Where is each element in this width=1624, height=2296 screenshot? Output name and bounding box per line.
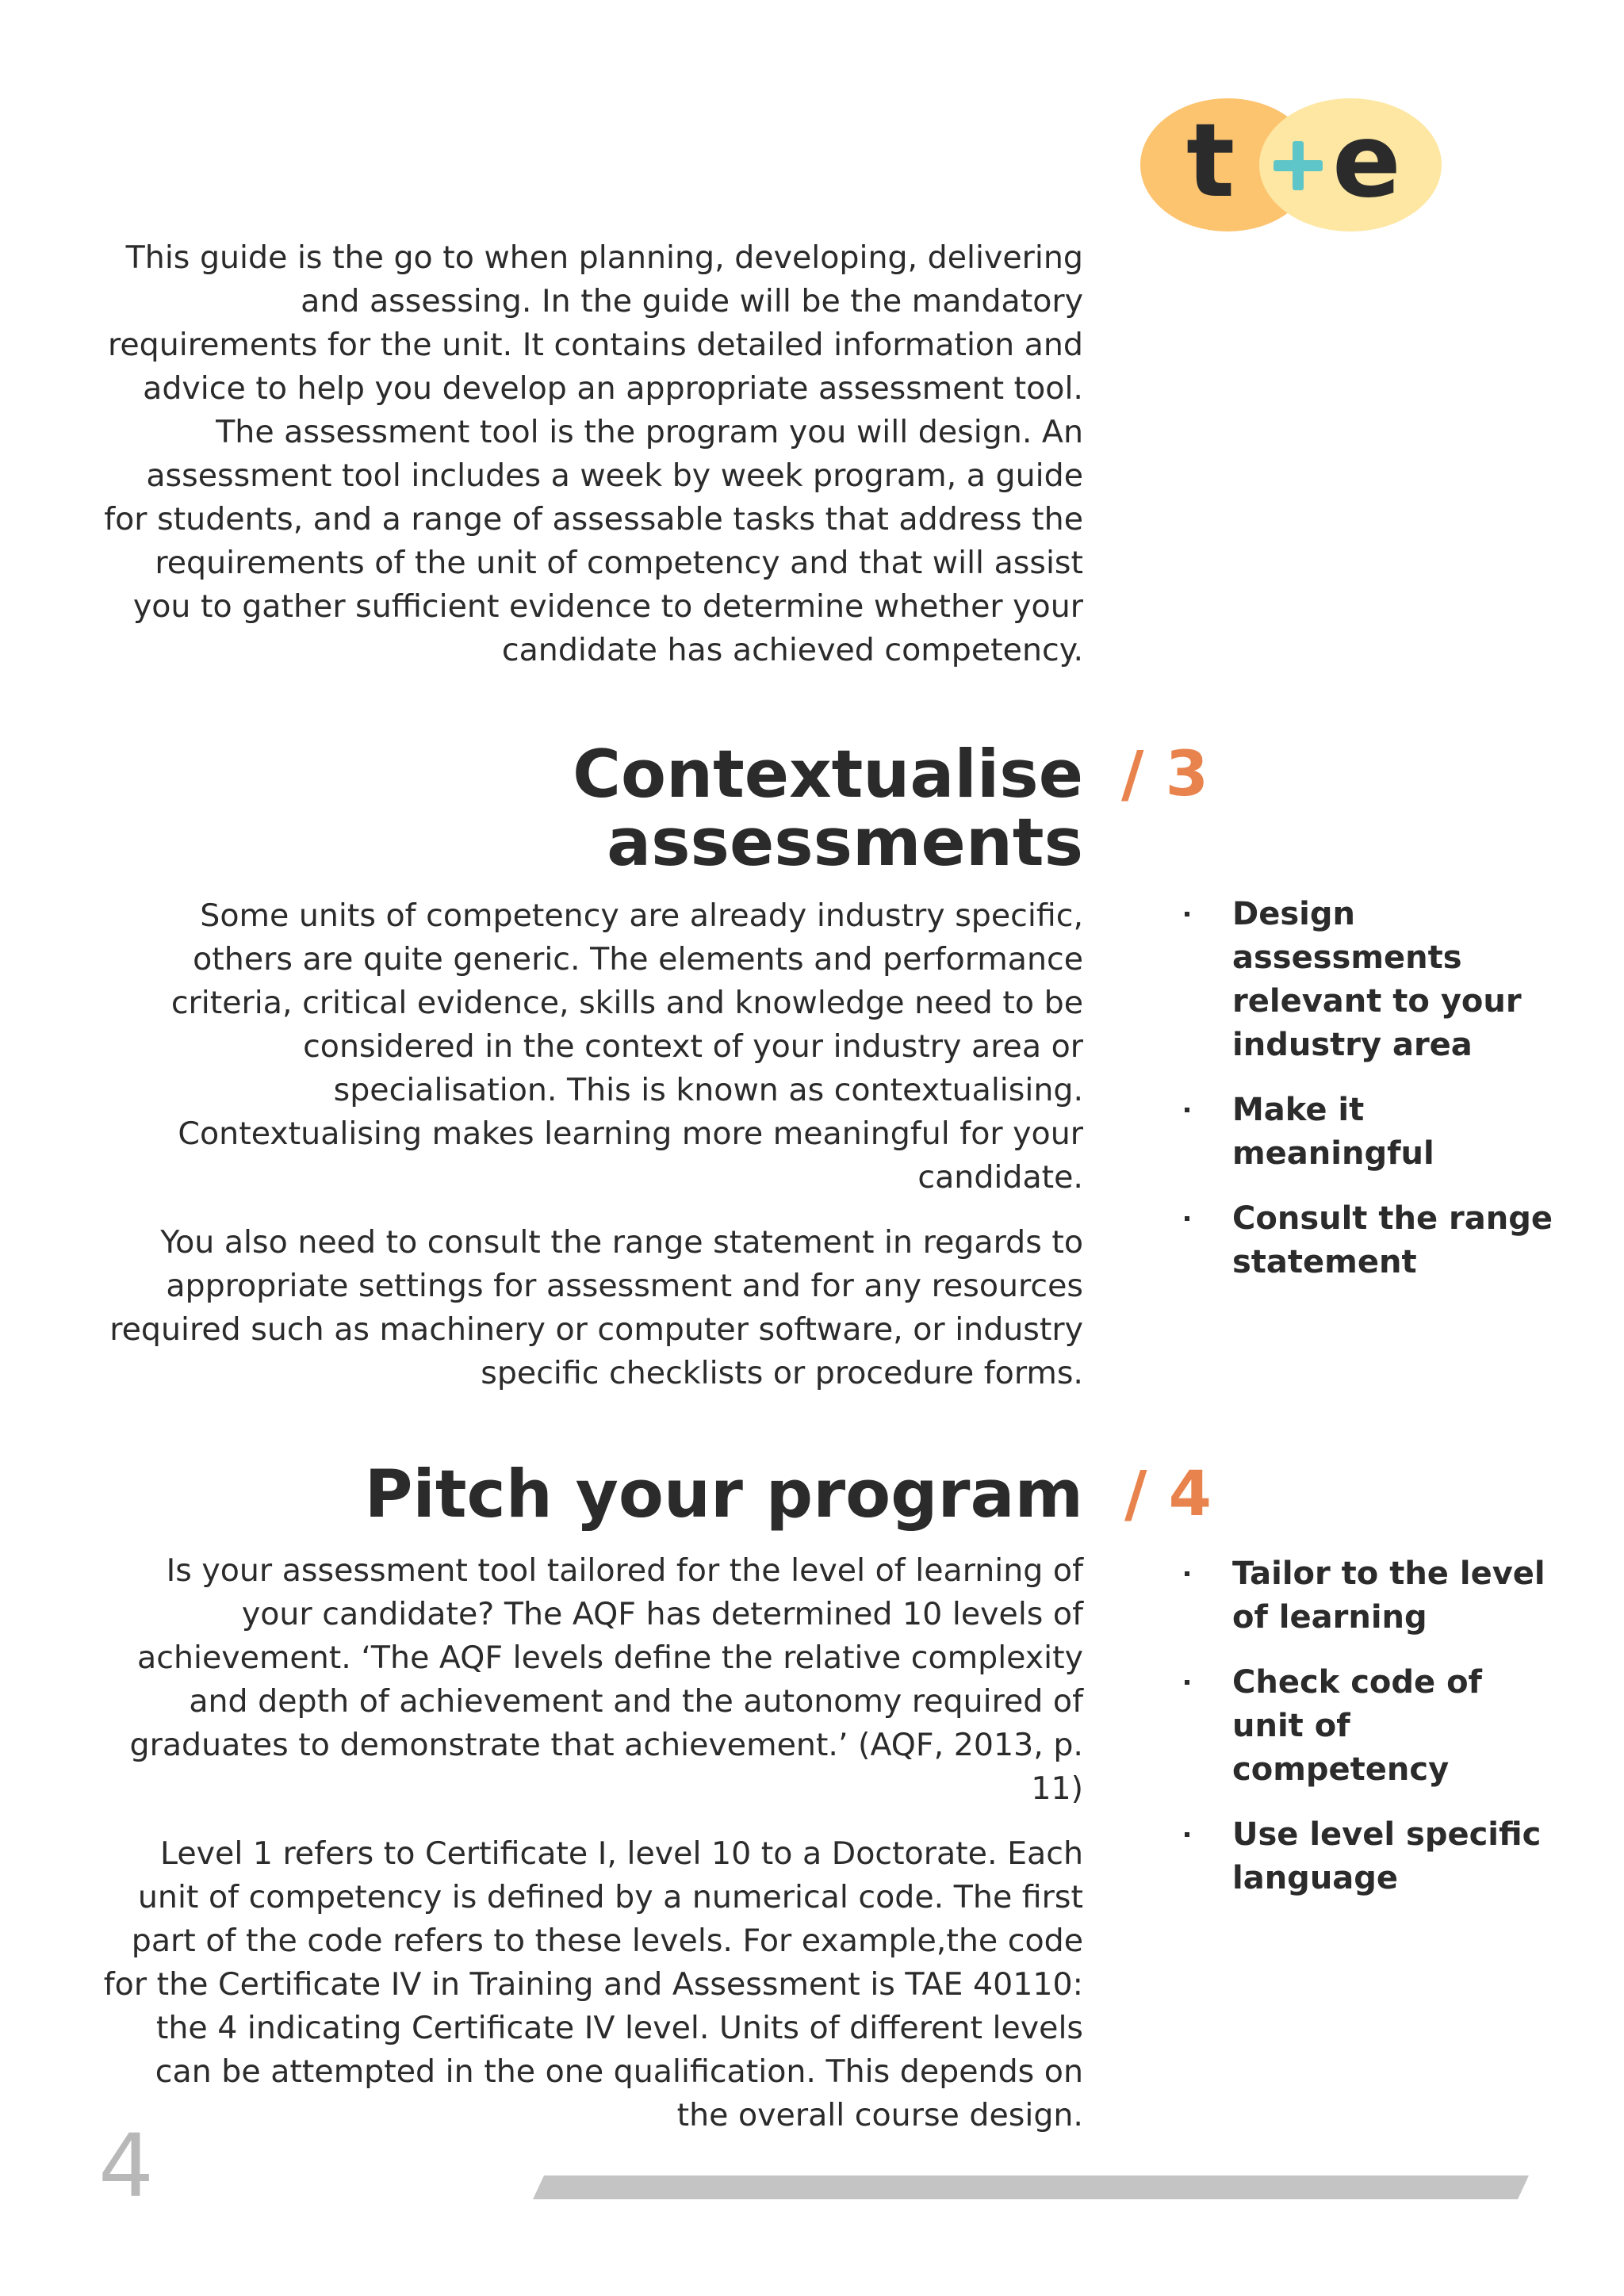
bullet-icon	[1185, 1832, 1189, 1837]
section-body-contextualise	[95, 894, 1083, 1417]
body-paragraph: Level 1 refers to Certificate I, level 10 to a Doctorate. Each unit of competency is defined by a numerical code. The first part of the code refers to these levels. For example,the code for the Certificate IV in Training and Assessment is TAE 40110: the 4 indicating Certificate IV level. Units of different levels can be attempted in the one qualification. This depends on the overall course design.	[103, 1835, 1083, 2133]
section-number-4: / 4	[1124, 1459, 1212, 1530]
section-title-line: Pitch your program	[364, 1456, 1083, 1533]
footer-bar	[533, 2175, 1529, 2199]
section-title-pitch	[364, 1456, 1083, 1533]
key-points-contextualise	[1182, 893, 1562, 1306]
key-point-text: Check code of unit of competency	[1232, 1664, 1482, 1788]
key-points-pitch	[1182, 1552, 1562, 1922]
logo-letter-t: t	[1186, 102, 1235, 220]
plus-icon	[1270, 138, 1326, 193]
section-title-contextualise	[573, 736, 1083, 881]
bullet-icon	[1185, 1571, 1189, 1576]
key-point	[1182, 1197, 1562, 1284]
key-point	[1182, 1661, 1562, 1792]
bullet-icon	[1185, 912, 1189, 916]
section-body-pitch	[95, 1549, 1083, 2159]
section-title-line: assessments	[607, 804, 1083, 881]
body-paragraph: Some units of competency are already industry specific, others are quite generic. The elements and performance criteria, critical evidence, skills and knowledge need to be considered in the context of your industry area or specialisation. This is known as contextualising. Contextualising makes learning more meaningful for your candidate.	[170, 897, 1083, 1196]
key-point-text: Design assessments relevant to your industry area	[1232, 896, 1522, 1063]
key-point	[1182, 1552, 1562, 1640]
body-paragraph: Is your assessment tool tailored for the level of learning of your candidate? The AQF has determined 10 levels of achievement. ‘The AQF levels define the relative complexity and depth of achievement and the autonomy required of graduates to demonstrate that achievement.’ (AQF, 2013, p. 11)	[129, 1552, 1083, 1807]
bullet-icon	[1185, 1216, 1189, 1221]
key-point-text: Consult the range statement	[1232, 1200, 1553, 1280]
key-point	[1182, 1813, 1562, 1900]
key-point-text: Tailor to the level of learning	[1232, 1556, 1545, 1636]
section-title-line: Contextualise	[573, 736, 1083, 813]
section-number-3: / 3	[1121, 739, 1208, 810]
logo-letter-e: e	[1332, 102, 1401, 220]
key-point-text: Make it meaningful	[1232, 1092, 1434, 1172]
key-point	[1182, 1089, 1562, 1176]
key-point	[1182, 893, 1562, 1067]
bullet-icon	[1185, 1108, 1189, 1112]
body-paragraph: You also need to consult the range statement in regards to appropriate settings for assessment and for any resources required such as machinery or computer software, or industry specific checklists or procedure forms.	[109, 1224, 1083, 1391]
key-point-text: Use level specific language	[1232, 1816, 1542, 1896]
page-number: 4	[98, 2115, 154, 2217]
intro-paragraph: This guide is the go to when planning, developing, delivering and assessing. In the guide will be the mandatory requirements for the unit. It contains detailed information and advice to help you develop an appropriate assessment tool. The assessment tool is the program you will design. An assessment tool includes a week by week program, a guide for students, and a range of assessable tasks that address the requirements of the unit of competency and that will assist you to gather sufficient evidence to determine whether your candidate has achieved competency.	[104, 239, 1083, 668]
intro-section	[95, 236, 1083, 672]
te-logo	[1140, 98, 1442, 232]
bullet-icon	[1185, 1680, 1189, 1685]
